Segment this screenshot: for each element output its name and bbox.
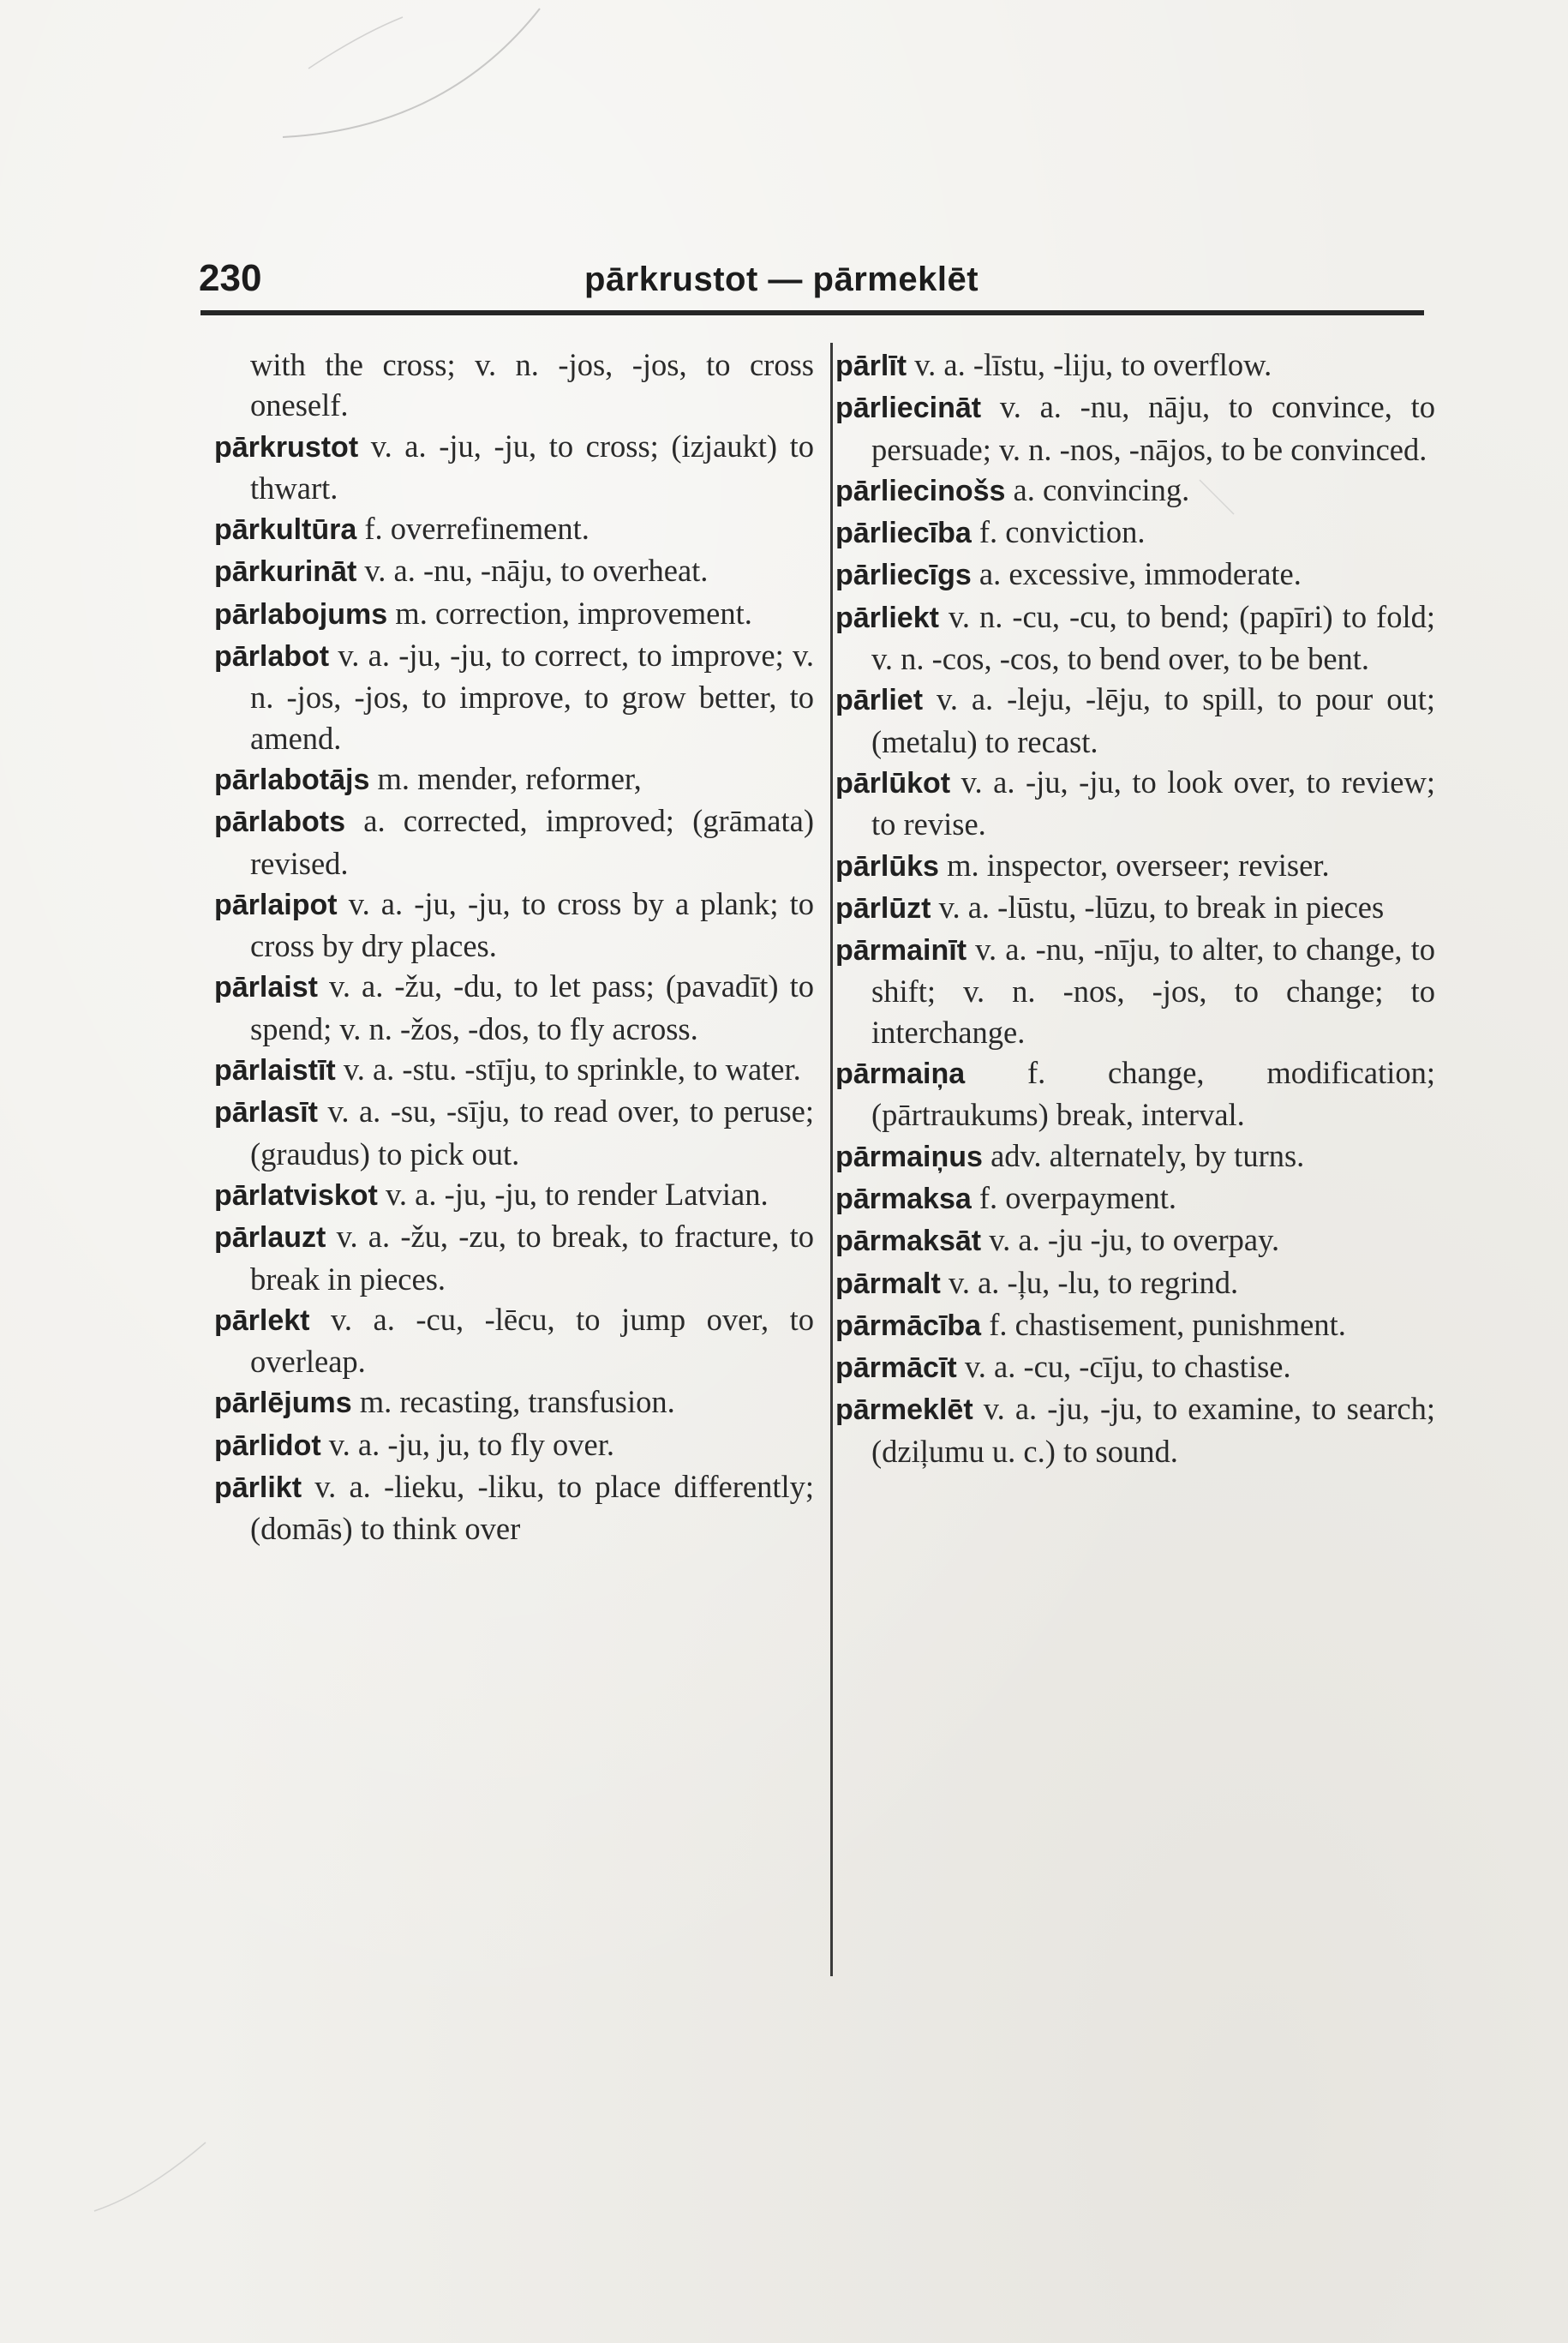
entry-headword: pārmaiņus [835, 1140, 983, 1173]
dictionary-entry [835, 387, 1435, 470]
entry-definition: a. corrected, improved; (grāmata) revised. [250, 803, 814, 881]
dictionary-entry [835, 1346, 1435, 1388]
dictionary-entry [835, 1388, 1435, 1471]
dictionary-entry [214, 426, 814, 509]
dictionary-entry [835, 1262, 1435, 1304]
entry-headword: pārlikt [214, 1471, 302, 1505]
entry-definition: with the cross; v. n. -jos, -jos, to cross oneself. [250, 347, 814, 423]
entry-definition: v. a. -līstu, -liju, to overflow. [914, 347, 1272, 382]
entry-definition: m. correction, improvement. [395, 595, 752, 631]
page-header [199, 257, 1424, 317]
entry-definition: v. a. -ju, ju, to fly over. [328, 1426, 614, 1462]
entry-headword: pārliet [835, 684, 924, 717]
entry-definition: v. a. -ju, -ju, to cross by a plank; to cross by dry places. [250, 885, 815, 964]
entry-headword: pārlasīt [214, 1096, 318, 1130]
dictionary-entry [835, 1136, 1435, 1177]
entry-headword: pārmācība [835, 1309, 982, 1342]
dictionary-entry [214, 550, 814, 592]
dictionary-entry [835, 1304, 1435, 1346]
entry-headword: pārliecinošs [835, 474, 1006, 507]
entry-definition: f. overrefinement. [364, 511, 589, 547]
entry-headword: pārkrustot [214, 430, 359, 464]
entry-headword: pārmaksāt [835, 1225, 982, 1258]
entry-headword: pārlūzt [835, 891, 931, 925]
entry-headword: pārmeklēt [835, 1393, 973, 1427]
entry-headword: pārlauzt [214, 1221, 326, 1255]
dictionary-entry [835, 929, 1435, 1052]
entry-headword: pārlējums [214, 1387, 352, 1420]
entry-headword: pārmācīt [835, 1351, 957, 1385]
entry-definition: adv. alternately, by turns. [990, 1137, 1305, 1173]
entry-definition: v. a. -ju, -ju, to correct, to improve; v. n. -jos, -jos, to improve, to grow better, to amend. [250, 638, 814, 756]
dictionary-entry [835, 596, 1435, 680]
dictionary-entry [214, 758, 814, 800]
dictionary-entry [214, 1174, 814, 1216]
entry-headword: pārmainīt [835, 934, 967, 968]
dictionary-entry [214, 1466, 814, 1549]
dictionary-entry [835, 345, 1435, 387]
entry-definition: v. a. -lieku, -liku, to place differently; (domās) to think over [250, 1469, 814, 1547]
entry-definition: f. overpayment. [979, 1179, 1176, 1215]
dictionary-entry [214, 1049, 814, 1091]
page-number: 230 [199, 257, 262, 299]
dictionary-entry [214, 966, 814, 1049]
entry-definition: v. a. -ju -ju, to overpay. [989, 1222, 1280, 1258]
entry-definition: f. change, modification; (pārtraukums) break, interval. [871, 1055, 1435, 1133]
dictionary-entry [835, 1219, 1435, 1261]
entry-headword: pārlaipot [214, 888, 338, 921]
entry-headword: pārlabotājs [214, 763, 370, 796]
entry-definition: f. chastisement, punishment. [989, 1306, 1346, 1342]
entry-headword: pārlīt [835, 350, 907, 382]
entry-headword: pārkultūra [214, 513, 357, 547]
dictionary-entry [835, 512, 1435, 554]
entry-headword: pārliecība [835, 517, 972, 550]
dictionary-entry [214, 1424, 814, 1466]
entry-definition: v. a. -nu, nāju, to convince, to persuade; v. n. -nos, -nājos, to be convinced. [871, 389, 1435, 467]
entry-definition: v. a. -cu, -cīju, to chastise. [964, 1349, 1291, 1385]
entry-definition: m. mender, reformer, [377, 760, 642, 796]
entry-headword: pārkurināt [214, 555, 357, 589]
entry-headword: pārlatviskot [214, 1178, 378, 1212]
left-column [214, 345, 814, 1549]
entry-headword: pārliekt [835, 601, 939, 634]
dictionary-entry [214, 1299, 814, 1382]
dictionary-entry [835, 845, 1435, 887]
dictionary-entry [214, 1091, 814, 1174]
entry-definition: v. a. -ļu, -lu, to regrind. [948, 1264, 1239, 1300]
dictionary-entry [214, 1381, 814, 1423]
dictionary-entry [214, 345, 814, 426]
entry-definition: v. n. -cu, -cu, to bend; (papīri) to fold; v. n. -cos, -cos, to bend over, to be bent. [871, 598, 1435, 677]
dictionary-entry [214, 593, 814, 635]
entry-headword: pārlabojums [214, 597, 388, 631]
entry-definition: v. a. -ju, -ju, to look over, to review; to revise. [871, 764, 1436, 842]
entry-headword: pārlūks [835, 849, 939, 883]
dictionary-entry [214, 884, 814, 967]
entry-headword: pārlaistīt [214, 1054, 336, 1088]
dictionary-entry [835, 554, 1435, 596]
dictionary-entry [214, 508, 814, 550]
entry-headword: pārmaksa [835, 1182, 972, 1215]
entry-headword: pārlekt [214, 1303, 310, 1337]
entry-definition: v. a. -žu, -zu, to break, to fracture, to break in pieces. [250, 1219, 814, 1297]
entry-headword: pārmaiņa [835, 1058, 966, 1091]
entry-headword: pārlabot [214, 640, 330, 674]
entry-definition: a. excessive, immoderate. [979, 556, 1302, 592]
header-rule [200, 310, 1424, 315]
column-divider [830, 343, 833, 1976]
entry-headword: pārlūkot [835, 766, 951, 800]
dictionary-entry [835, 679, 1435, 762]
entry-definition: v. a. -leju, -lēju, to spill, to pour out; (metalu) to recast. [871, 681, 1435, 759]
entry-definition: v. a. -su, -sīju, to read over, to peruse; (graudus) to pick out. [250, 1094, 814, 1172]
right-column [835, 345, 1435, 1471]
entry-definition: v. a. -ju, -ju, to cross; (izjaukt) to thwart. [250, 428, 814, 506]
dictionary-entry [214, 800, 814, 884]
entry-definition: v. a. -cu, -lēcu, to jump over, to overleap. [250, 1301, 815, 1380]
dictionary-entry [214, 635, 814, 758]
dictionary-entry [835, 887, 1435, 929]
entry-definition: v. a. -stu. -stīju, to sprinkle, to water. [343, 1052, 801, 1088]
entry-headword: pārliecināt [835, 392, 982, 425]
dictionary-entry [214, 1216, 814, 1299]
entry-headword: pārliecīgs [835, 559, 972, 592]
entry-definition: v. a. -žu, -du, to let pass; (pavadīt) to spend; v. n. -žos, -dos, to fly across. [250, 968, 814, 1046]
entry-definition: v. a. -lūstu, -lūzu, to break in pieces [938, 889, 1385, 925]
entry-definition: a. convincing. [1013, 471, 1190, 507]
entry-definition: m. recasting, transfusion. [359, 1384, 675, 1420]
entry-headword: pārlaist [214, 971, 318, 1004]
entry-definition: m. inspector, overseer; reviser. [947, 847, 1330, 883]
entry-definition: v. a. -ju, -ju, to render Latvian. [385, 1176, 769, 1212]
entry-headword: pārmalt [835, 1267, 941, 1300]
entry-definition: v. a. -nu, -nāju, to overheat. [364, 553, 709, 589]
dictionary-entry [835, 762, 1435, 845]
dictionary-entry [835, 470, 1435, 512]
entry-headword: pārlabots [214, 806, 346, 839]
entry-definition: v. a. -ju, -ju, to examine, to search; (dziļumu u. c.) to sound. [871, 1391, 1436, 1469]
entry-definition: f. conviction. [979, 514, 1146, 550]
dictionary-entry [835, 1052, 1435, 1136]
dictionary-entry [835, 1177, 1435, 1219]
entry-definition: v. a. -nu, -nīju, to alter, to change, to shift; v. n. -nos, -jos, to change; to interchange. [871, 932, 1436, 1050]
entry-headword: pārlidot [214, 1429, 321, 1462]
running-head: pārkrustot — pārmeklēt [584, 261, 979, 298]
